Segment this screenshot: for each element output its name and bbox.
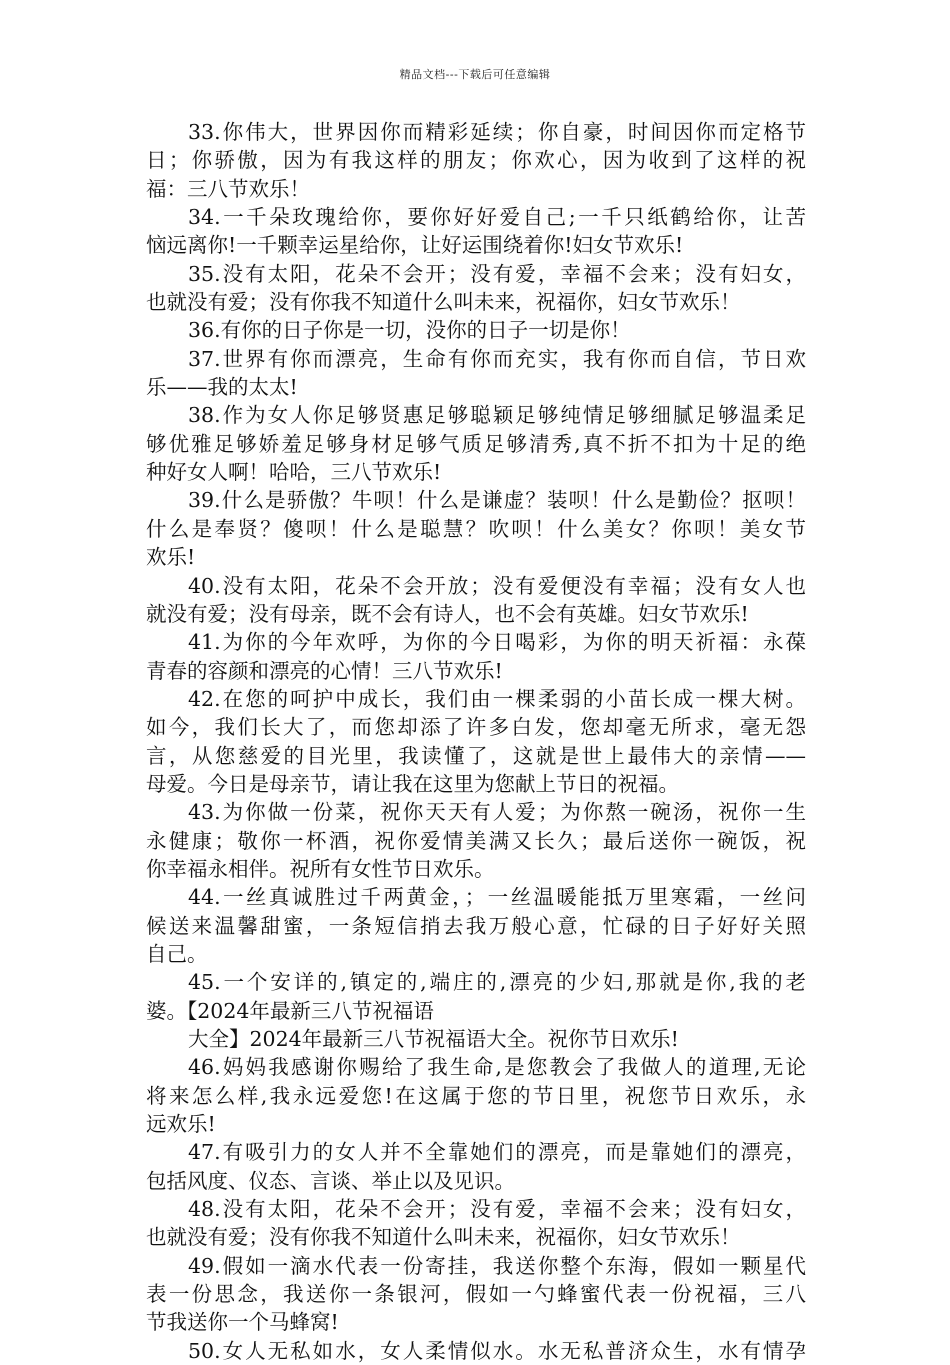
text-line: 44.一丝真诚胜过千两黄金，；一丝温暖能抵万里寒霜，一丝问 — [188, 885, 806, 910]
text-line: 43.为你做一份菜，祝你天天有人爱；为你熬一碗汤，祝你一生 — [188, 800, 806, 825]
text-line: 言，从您慈爱的目光里，我读懂了，这就是世上最伟大的亲情—— — [146, 743, 806, 768]
text-line: 50.女人无私如水，女人柔情似水。水无私普济众生，水有情孕 — [188, 1338, 806, 1363]
text-line: 恼远离你!一千颗幸运星给你，让好运围绕着你!妇女节欢乐! — [146, 233, 684, 258]
text-line: 37.世界有你而漂亮，生命有你而充实，我有你而自信，节日欢 — [188, 346, 806, 371]
text-line: 福：三八节欢乐！ — [146, 176, 310, 201]
text-line: 你幸福永相伴。祝所有女性节日欢乐。 — [146, 856, 495, 881]
text-line: 也就没有爱；没有你我不知道什么叫未来，祝福你，妇女节欢乐！ — [146, 290, 741, 315]
text-line: 41.为你的今年欢呼，为你的今日喝彩，为你的明天祈福：永葆 — [188, 630, 806, 655]
text-line: 远欢乐! — [146, 1112, 216, 1137]
text-line: 也就没有爱；没有你我不知道什么叫未来，祝福你，妇女节欢乐！ — [146, 1225, 741, 1250]
text-line: 38.作为女人你足够贤惠足够聪颖足够纯情足够细腻足够温柔足 — [188, 403, 806, 428]
text-line: 47.有吸引力的女人并不全靠她们的漂亮，而是靠她们的漂亮， — [188, 1140, 806, 1165]
text-line: 包括风度、仪态、言谈、举止以及见识。 — [146, 1168, 515, 1193]
text-line: 候送来温馨甜蜜，一条短信捎去我万般心意，忙碌的日子好好关照 — [146, 913, 806, 938]
text-line: 表一份思念，我送你一条银河，假如一勺蜂蜜代表一份祝福，三八 — [146, 1282, 806, 1307]
document-body — [146, 118, 806, 1365]
text-line: 45.一个安详的,镇定的,端庄的,漂亮的少妇,那就是你,我的老 — [188, 970, 806, 995]
text-line: 婆。【2024年最新三八节祝福语 — [146, 998, 434, 1023]
text-line: 够优雅足够娇羞足够身材足够气质足够清秀,真不折不扣为十足的绝 — [146, 431, 806, 456]
text-line: 34.一千朵玫瑰给你，要你好好爱自己;一千只纸鹤给你，让苦 — [188, 205, 806, 230]
text-line: 节我送你一个马蜂窝! — [146, 1310, 339, 1335]
text-line: 36.有你的日子你是一切，没你的日子一切是你！ — [188, 318, 631, 343]
text-line: 33.你伟大，世界因你而精彩延续；你自豪，时间因你而定格节 — [188, 120, 806, 144]
text-line: 如今，我们长大了，而您却添了许多白发，您却毫无所求，毫无怨 — [146, 715, 806, 740]
text-line: 种好女人啊！哈哈，三八节欢乐! — [146, 460, 442, 485]
text-line: 49.假如一滴水代表一份寄挂，我送你整个东海，假如一颗星代 — [188, 1253, 806, 1278]
text-line: 大全】2024年最新三八节祝福语大全。祝你节日欢乐! — [188, 1027, 679, 1051]
text-line: 46.妈妈我感谢你赐给了我生命,是您教会了我做人的道理,无论 — [188, 1055, 806, 1080]
text-line: 42.在您的呵护中成长，我们由一棵柔弱的小苗长成一棵大树。 — [188, 686, 806, 711]
text-line: 就没有爱；没有母亲，既不会有诗人，也不会有英雄。妇女节欢乐! — [146, 601, 749, 626]
text-line: 40.没有太阳，花朵不会开放；没有爱便没有幸福；没有女人也 — [188, 573, 806, 598]
page-header: 精品文档---下载后可任意编辑 — [399, 68, 551, 81]
text-line: 48.没有太阳，花朵不会开；没有爱，幸福不会来；没有妇女， — [188, 1197, 806, 1222]
text-line: 永健康；敬你一杯酒，祝你爱情美满又长久；最后送你一碗饭，祝 — [146, 828, 806, 853]
text-line: 35.没有太阳，花朵不会开；没有爱，幸福不会来；没有妇女， — [188, 261, 806, 286]
text-line: 将来怎么样,我永远爱您!在这属于您的节日里，祝您节日欢乐，永 — [146, 1083, 806, 1108]
text-line: 青春的容颜和漂亮的心情！三八节欢乐! — [146, 658, 503, 683]
text-line: 什么是奉贤？傻呗！什么是聪慧？吹呗！什么美女？你呗！美女节 — [146, 516, 806, 541]
text-line: 欢乐! — [146, 545, 196, 570]
text-line: 乐——我的太太! — [146, 375, 298, 400]
text-line: 39.什么是骄傲？牛呗！什么是谦虚？装呗！什么是勤俭？抠呗！ — [188, 488, 806, 513]
text-line: 母爱。今日是母亲节，请让我在这里为您献上节日的祝福。 — [146, 771, 679, 796]
text-line: 自己。 — [146, 941, 208, 966]
text-line: 日；你骄傲，因为有我这样的朋友；你欢心，因为收到了这样的祝 — [146, 148, 806, 173]
